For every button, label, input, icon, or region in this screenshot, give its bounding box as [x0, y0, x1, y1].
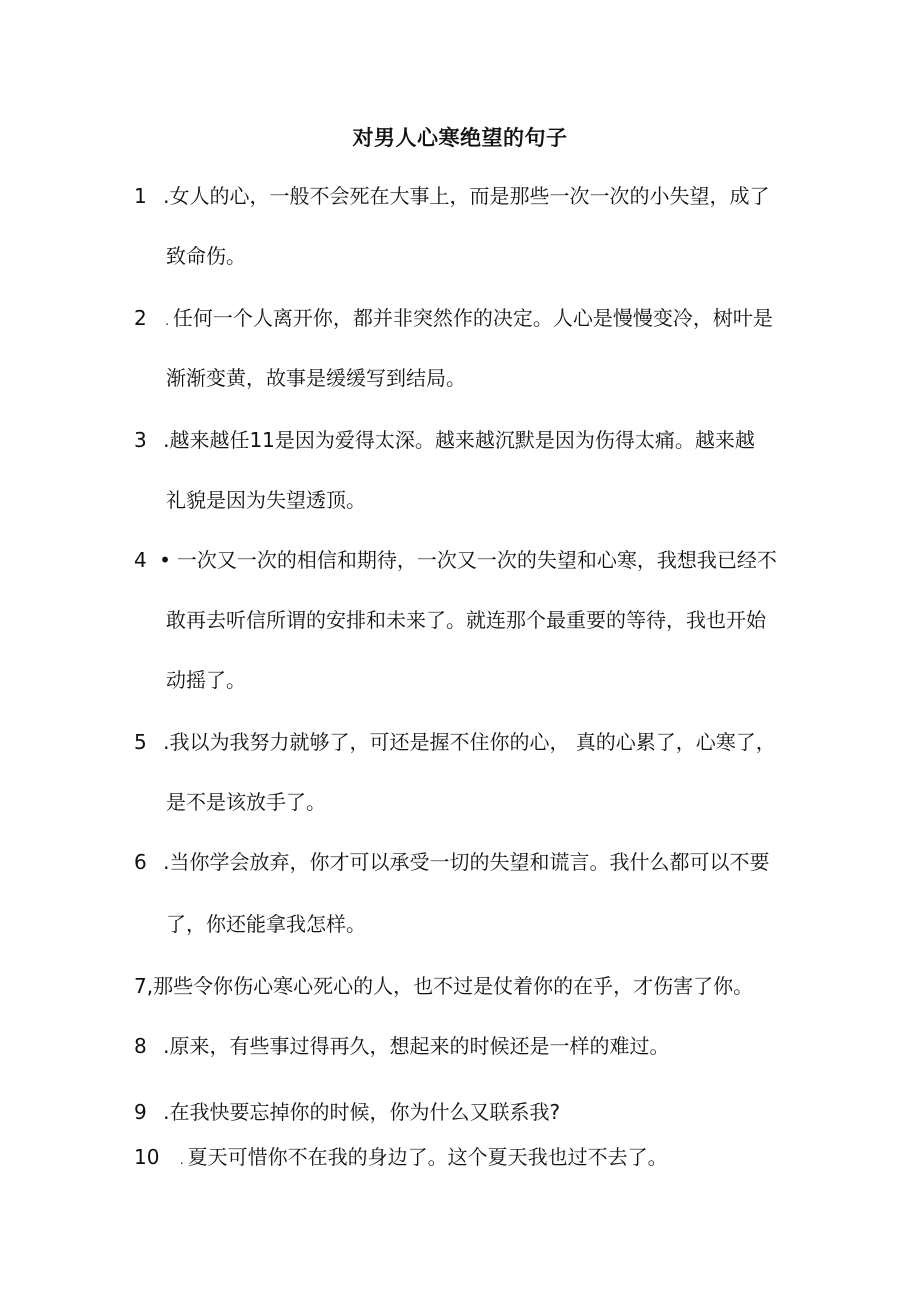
list-item-6-sep: . [163, 850, 170, 874]
list-item-5-sep: . [163, 730, 170, 754]
list-item-10-sep: . [179, 1153, 184, 1167]
list-item-5-line-1 [134, 728, 776, 756]
list-item-7-line-1 [134, 972, 753, 1000]
list-item-3-sep: . [163, 428, 170, 452]
list-item-5-line-2: 是不是该放手了。 [166, 790, 326, 814]
list-item-2-sep: . [165, 314, 169, 328]
list-item-1-sep: . [163, 184, 170, 208]
list-item-8-sep: . [163, 1034, 170, 1058]
list-item-8-text-1: 原来，有些事过得再久，想起来的时候还是一样的难过。 [169, 1034, 670, 1058]
list-item-3-line-2: 礼貌是因为失望透顶。 [166, 488, 366, 512]
list-item-3-marker: 3 [134, 428, 147, 452]
list-item-4-sep: • [159, 548, 171, 572]
list-item-1-line-1 [134, 182, 769, 210]
list-item-8-marker: 8 [134, 1034, 147, 1058]
list-item-6-marker: 6 [134, 850, 147, 874]
list-item-9-sep: . [163, 1100, 170, 1124]
list-item-2-marker: 2 [134, 306, 147, 330]
list-item-2-line-1 [134, 304, 773, 335]
list-item-6-line-2: 了，你还能拿我怎样。 [166, 912, 366, 936]
list-item-5-marker: 5 [134, 730, 147, 754]
list-item-10-text-1: 夏天可惜你不在我的身边了。这个夏天我也过不去了。 [187, 1145, 668, 1169]
list-item-1-line-2: 致命伤。 [166, 244, 246, 268]
list-item-8-line-1 [134, 1032, 669, 1060]
list-item-5-text-1: 我以为我努力就够了，可还是握不住你的心， 真的心累了，心寒了， [169, 730, 776, 754]
list-item-4-line-3: 动摇了。 [166, 668, 246, 692]
list-item-1-text-1: 女人的心，一般不会死在大事上，而是那些一次一次的小失望，成了 [169, 184, 770, 208]
list-item-6-line-1 [134, 848, 769, 876]
list-item-2-text-1: 任何一个人离开你，都并非突然作的决定。人心是慢慢变冷，树叶是 [172, 306, 773, 330]
page-title: 对男人心寒绝望的句子 [352, 126, 568, 150]
list-item-3-text-1: 越来越任11是因为爱得太深。越来越沉默是因为伤得太痛。越来越 [169, 428, 755, 452]
list-item-2-line-2: 渐渐变黄，故事是缓缓写到结局。 [166, 366, 466, 390]
list-item-6-text-1: 当你学会放弃，你才可以承受一切的失望和谎言。我什么都可以不要 [169, 850, 770, 874]
list-item-10-marker: 10 [134, 1145, 160, 1169]
list-item-4-marker: 4 [134, 548, 147, 572]
list-item-7-marker: 7, [134, 974, 154, 998]
list-item-4-line-2: 敢再去听信所谓的安排和未来了。就连那个最重要的等待，我也开始 [166, 608, 766, 632]
list-item-4-line-1 [134, 546, 777, 574]
list-item-1-marker: 1 [134, 184, 147, 208]
list-item-10-line-1 [134, 1143, 668, 1174]
list-item-7-text-1: 那些令你伤心寒心死心的人，也不过是仗着你的在乎，才伤害了你。 [153, 974, 754, 998]
list-item-3-line-1 [134, 426, 755, 454]
list-item-9-marker: 9 [134, 1100, 147, 1124]
list-item-4-text-1: 一次又一次的相信和期待，一次又一次的失望和心寒，我想我已经不 [176, 548, 777, 572]
list-item-9-line-1 [134, 1098, 560, 1126]
list-item-9-text-1: 在我快要忘掉你的时候，你为什么又联系我? [169, 1100, 561, 1124]
